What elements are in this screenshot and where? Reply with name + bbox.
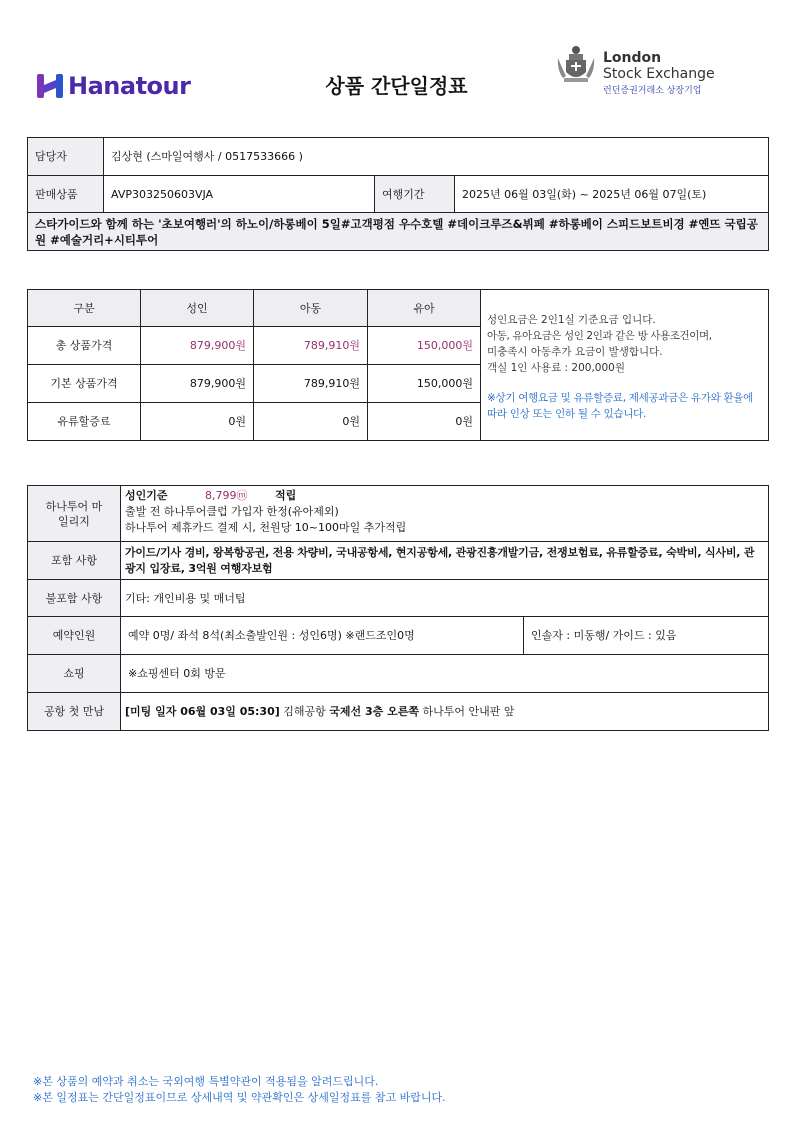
price-notes xyxy=(481,290,769,441)
shopping-value: ※쇼핑센터 0회 방문 xyxy=(121,655,769,693)
mileage-summary xyxy=(125,488,764,504)
price-note-line: 객실 1인 사용료 : 200,000원 xyxy=(487,362,625,374)
price-cell-child: 789,910원 xyxy=(254,327,368,365)
product-code-value: AVP303250603VJA xyxy=(104,176,375,213)
price-note-line: 성인요금은 2인1실 기준요금 입니다. xyxy=(487,314,656,326)
mileage-amount: 8,799ⓜ xyxy=(205,489,248,502)
mileage-condition: 출발 전 하나투어클럽 가입자 한정(유아제외) xyxy=(125,505,339,518)
price-note-line: 아동, 유아요금은 성인 2인과 같은 방 사용조건이며, xyxy=(487,330,712,342)
price-cell-adult: 879,900원 xyxy=(141,327,254,365)
price-cell-child: 789,910원 xyxy=(254,365,368,403)
lse-korean-caption: 런던증권거래소 상장기업 xyxy=(603,86,702,96)
price-header-category: 구분 xyxy=(28,290,141,327)
mileage-label: 하나투어 마일리지 xyxy=(28,486,121,542)
booking-label: 예약인원 xyxy=(28,617,121,655)
mileage-earn: 적립 xyxy=(275,489,297,502)
travel-period-label: 여행기간 xyxy=(375,176,455,213)
footer-note-terms: ※본 상품의 예약과 취소는 국외여행 특별약관이 적용됨을 알려드립니다. xyxy=(33,1075,379,1088)
product-info-table xyxy=(27,137,769,251)
lse-name-line1: London xyxy=(603,50,662,66)
exclude-label: 불포함 사항 xyxy=(28,580,121,617)
include-value: 가이드/기사 경비, 왕복항공권, 전용 차량비, 국내공항세, 현지공항세, 관광진흥개발기금, 전쟁보험료, 유류할증료, 숙박비, 식사비, 관광지 입장료, 3억원 여행자보험 xyxy=(121,542,769,580)
travel-period-value: 2025년 06월 03일(화) ~ 2025년 06월 07일(토) xyxy=(455,176,769,213)
details-table xyxy=(27,485,769,731)
price-header-child: 아동 xyxy=(254,290,368,327)
price-cell-adult: 879,900원 xyxy=(141,365,254,403)
price-table xyxy=(27,289,769,441)
meeting-airport: 김해공항 xyxy=(279,705,330,718)
price-row-label: 총 상품가격 xyxy=(28,327,141,365)
meeting-terminal: 국제선 3층 오른쪽 xyxy=(329,705,419,718)
price-cell-infant: 150,000원 xyxy=(368,327,481,365)
manager-label: 담당자 xyxy=(28,138,104,176)
price-cell-child: 0원 xyxy=(254,403,368,441)
escort-guide-value: 인솔자 : 미동행/ 가이드 : 있음 xyxy=(524,617,769,655)
mileage-basis: 성인기준 xyxy=(125,489,168,502)
price-note-line: 미충족시 아동추가 요금이 발생합니다. xyxy=(487,346,663,358)
booking-value: 예약 0명/ 좌석 8석(최소출발인원 : 성인6명) ※랜드조인0명 xyxy=(121,617,524,655)
product-title: 스타가이드와 함께 하는 '초보여행러'의 하노이/하롱베이 5일#고객평점 우수호텔 #데이크루즈&뷔페 #하롱베이 스피드보트비경 #옌뜨 국립공원 #예술거리+시티투어 xyxy=(28,213,769,251)
exclude-value: 기타: 개인비용 및 매너팁 xyxy=(121,580,769,617)
price-row-label: 기본 상품가격 xyxy=(28,365,141,403)
include-label: 포함 사항 xyxy=(28,542,121,580)
product-code-label: 판매상품 xyxy=(28,176,104,213)
price-cell-infant: 150,000원 xyxy=(368,365,481,403)
shopping-label: 쇼핑 xyxy=(28,655,121,693)
page-title: 상품 간단일정표 xyxy=(325,74,468,98)
manager-value: 김상현 (스마일여행사 / 0517533666 ) xyxy=(104,138,769,176)
hanatour-logo-text: Hanatour xyxy=(68,72,191,100)
mileage-detail xyxy=(121,486,769,542)
price-cell-adult: 0원 xyxy=(141,403,254,441)
price-header-infant: 유아 xyxy=(368,290,481,327)
lse-crest-icon xyxy=(556,44,596,86)
meeting-datetime: [미팅 일자 06월 03일 05:30] xyxy=(125,705,280,718)
lse-logo xyxy=(556,44,756,100)
price-row-label: 유류할증료 xyxy=(28,403,141,441)
meeting-value xyxy=(121,693,769,731)
meeting-label: 공항 첫 만남 xyxy=(28,693,121,731)
price-note-fluctuation: ※상기 여행요금 및 유류할증료, 제세공과금은 유가와 환율에 따라 인상 또는 인하 될 수 있습니다. xyxy=(487,392,753,420)
price-cell-infant: 0원 xyxy=(368,403,481,441)
lse-name-line2: Stock Exchange xyxy=(603,66,715,82)
mileage-card-bonus: 하나투어 제휴카드 결제 시, 천원당 10~100마일 추가적립 xyxy=(125,521,407,534)
meeting-spot: 하나투어 안내판 앞 xyxy=(418,705,515,718)
price-header-adult: 성인 xyxy=(141,290,254,327)
footer-note-detail: ※본 일정표는 간단일정표이므로 상세내역 및 약관확인은 상세일정표를 참고 바랍니다. xyxy=(33,1091,446,1104)
